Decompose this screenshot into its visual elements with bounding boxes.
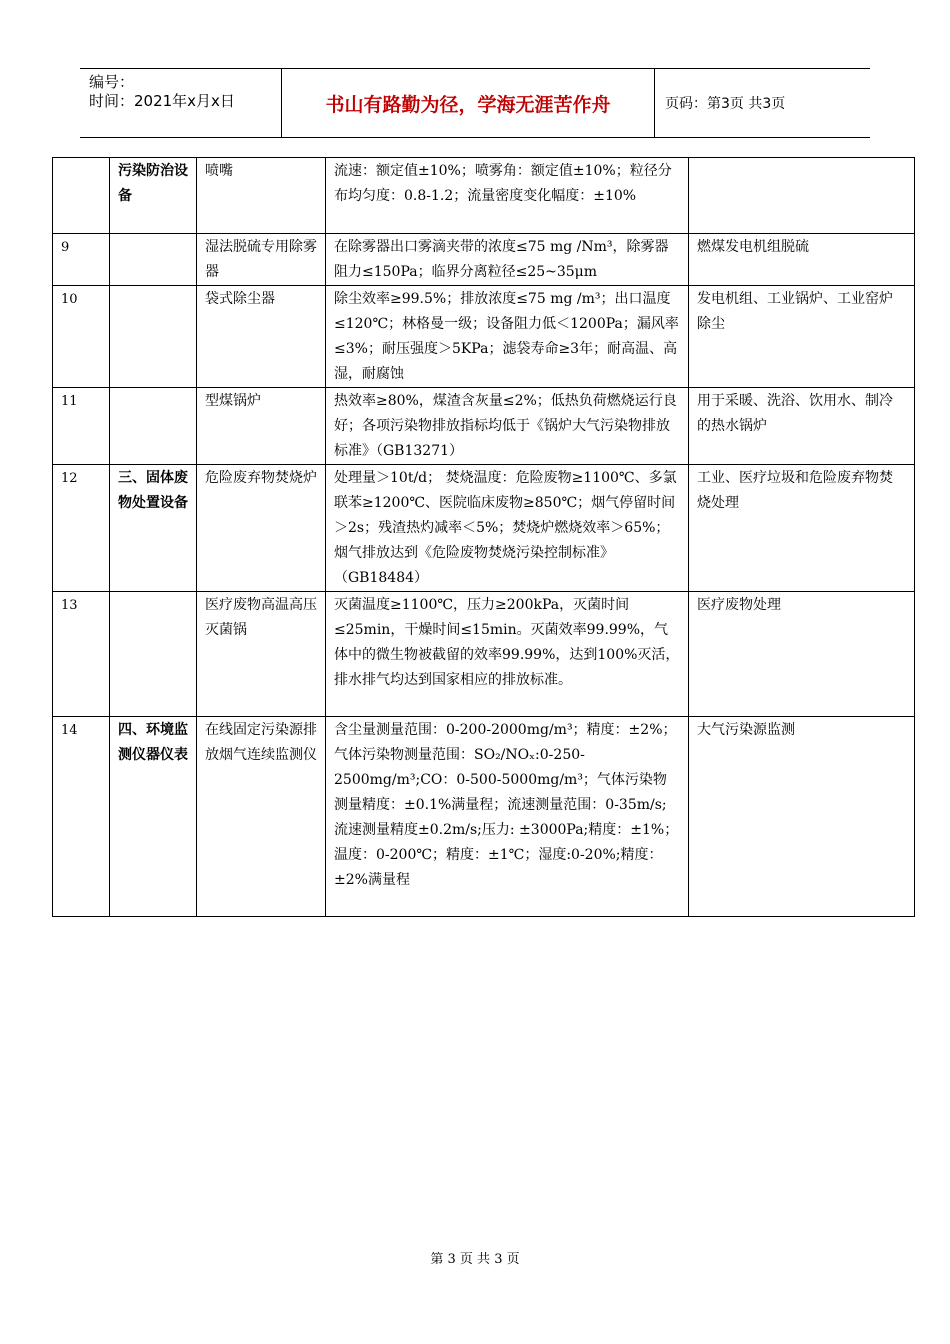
row-category xyxy=(110,388,197,465)
row-spec: 流速：额定值±10%；喷雾角：额定值±10%；粒径分布均匀度：0.8-1.2；流量密度变化幅度：±10% xyxy=(326,158,689,234)
table-row xyxy=(53,592,915,717)
row-spec: 在除雾器出口雾滴夹带的浓度≤75 mg /Nm³，除雾器阻力≤150Pa；临界分离粒径≤25~35μm xyxy=(326,234,689,286)
row-spec: 灭菌温度≥1100℃，压力≥200kPa，灭菌时间≤25min，干燥时间≤15min。灭菌效率99.99%，气体中的微生物被截留的效率99.99%，达到100%灭活，排水排气均达到国家相应的排放标准。 xyxy=(326,592,689,717)
row-number xyxy=(53,158,110,234)
row-usage xyxy=(689,158,915,234)
row-usage: 大气污染源监测 xyxy=(689,717,915,917)
row-category xyxy=(110,234,197,286)
table-row xyxy=(53,286,915,388)
equipment-table xyxy=(52,157,915,917)
row-equipment-name: 医疗废物高温高压灭菌锅 xyxy=(197,592,326,717)
row-category xyxy=(110,592,197,717)
row-usage: 用于采暖、洗浴、饮用水、制冷的热水锅炉 xyxy=(689,388,915,465)
document-number-label: 编号： xyxy=(89,73,135,91)
document-time-label: 时间：2021年x月x日 xyxy=(89,92,235,110)
row-spec: 含尘量测量范围：0-200-2000mg/m³；精度：±2%；气体污染物测量范围：SO₂/NOₓ:0-250-2500mg/m³;CO：0-500-5000mg/m³；气体污染物测量精度：±0.1%满量程；流速测量范围：0-35m/s;流速测量精度±0.2m/s;压力: ±3000Pa;精度：±1%；温度：0-200℃；精度：±1℃；湿度:0-20%;精度：±2%满量程 xyxy=(326,717,689,917)
table-row xyxy=(53,465,915,592)
page-footer: 第 3 页 共 3 页 xyxy=(430,1252,520,1267)
row-number: 12 xyxy=(53,465,110,592)
header-motto: 书山有路勤为径，学海无涯苦作舟 xyxy=(282,69,655,137)
row-usage: 燃煤发电机组脱硫 xyxy=(689,234,915,286)
row-category: 三、固体废物处置设备 xyxy=(110,465,197,592)
row-number: 14 xyxy=(53,717,110,917)
row-spec: 热效率≥80%，煤渣含灰量≤2%；低热负荷燃烧运行良好；各项污染物排放指标均低于《锅炉大气污染物排放标准》（GB13271） xyxy=(326,388,689,465)
header-info-cell xyxy=(80,69,282,137)
row-number: 9 xyxy=(53,234,110,286)
table-row xyxy=(53,717,915,917)
row-usage: 发电机组、工业锅炉、工业窑炉除尘 xyxy=(689,286,915,388)
row-spec: 除尘效率≥99.5%；排放浓度≤75 mg /m³；出口温度≤120℃；林格曼一级；设备阻力低＜1200Pa；漏风率≤3%；耐压强度＞5KPa；滤袋寿命≥3年；耐高温、高湿，耐腐蚀 xyxy=(326,286,689,388)
row-spec: 处理量＞10t/d； 焚烧温度：危险废物≥1100℃、多氯联苯≥1200℃、医院临床废物≥850℃；烟气停留时间＞2s；残渣热灼减率＜5%；焚烧炉燃烧效率＞65%；烟气排放达到《危险废物焚烧污染控制标准》（GB18484） xyxy=(326,465,689,592)
row-category xyxy=(110,286,197,388)
table-row xyxy=(53,234,915,286)
row-equipment-name: 型煤锅炉 xyxy=(197,388,326,465)
page-header xyxy=(80,68,870,138)
header-page-number: 页码：第3页 共3页 xyxy=(665,96,786,112)
table-row xyxy=(53,388,915,465)
row-usage: 医疗废物处理 xyxy=(689,592,915,717)
table-row xyxy=(53,158,915,234)
row-category: 污染防治设备 xyxy=(110,158,197,234)
row-equipment-name: 危险废弃物焚烧炉 xyxy=(197,465,326,592)
row-usage: 工业、医疗垃圾和危险废弃物焚烧处理 xyxy=(689,465,915,592)
row-category: 四、环境监测仪器仪表 xyxy=(110,717,197,917)
row-number: 13 xyxy=(53,592,110,717)
row-number: 10 xyxy=(53,286,110,388)
row-equipment-name: 喷嘴 xyxy=(197,158,326,234)
row-number: 11 xyxy=(53,388,110,465)
row-equipment-name: 湿法脱硫专用除雾器 xyxy=(197,234,326,286)
row-equipment-name: 袋式除尘器 xyxy=(197,286,326,388)
row-equipment-name: 在线固定污染源排放烟气连续监测仪 xyxy=(197,717,326,917)
